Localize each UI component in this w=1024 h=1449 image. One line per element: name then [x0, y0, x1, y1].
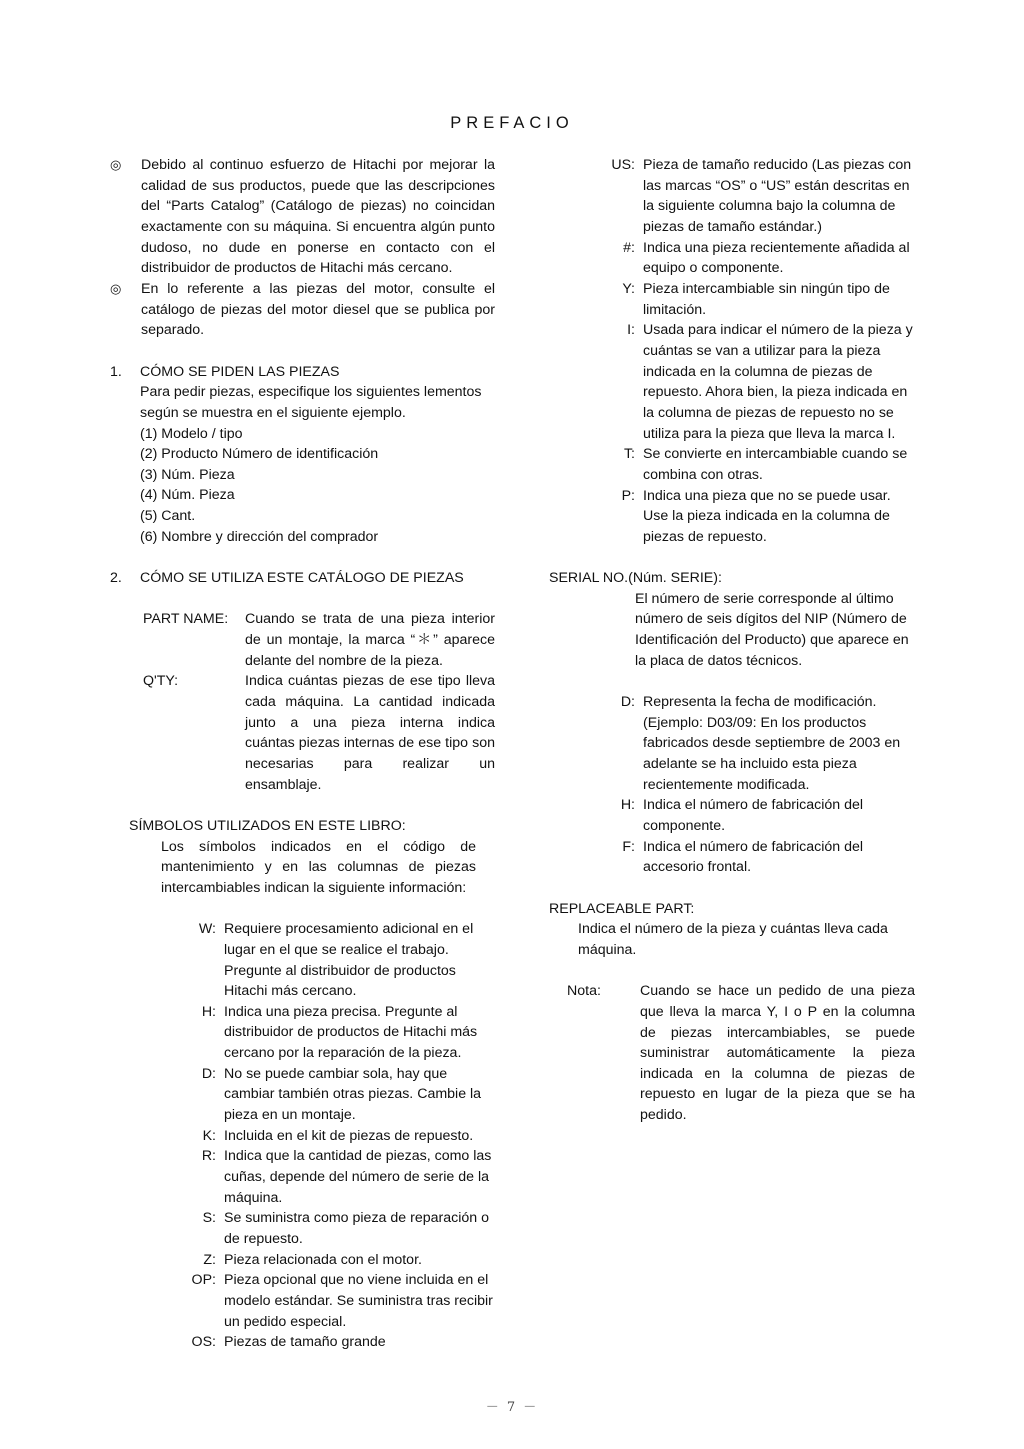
- note-label: Nota:: [567, 983, 601, 1000]
- serial-item-text: Representa la fecha de modificación. (Ejemplo: D03/09: En los productos fabricados desde septiembre de 2003 en adelante se ha incluido esta pieza recientemente modificada.: [643, 694, 901, 793]
- serial-item: [549, 692, 915, 795]
- symbol-key: Y:: [622, 280, 635, 297]
- symbol-key: R:: [201, 1148, 216, 1165]
- qty-text: Indica cuántas piezas de ese tipo lleva cada máquina. La cantidad indicada junto a una pieza interna indica cuántas piezas internas de ese tipo son necesarias para realizar un ensamblaje.: [245, 673, 495, 793]
- serial-item: [549, 795, 915, 836]
- order-item: (3) Núm. Pieza: [140, 466, 235, 483]
- section-heading: [110, 362, 495, 383]
- symbol-item: [549, 320, 915, 444]
- symbol-text: Piezas de tamaño grande: [224, 1334, 386, 1351]
- symbol-key: K:: [202, 1127, 216, 1144]
- symbol-item: [549, 155, 915, 238]
- order-item: (6) Nombre y dirección del comprador: [140, 528, 379, 545]
- symbol-item: [182, 1146, 495, 1208]
- symbol-item: [182, 1270, 495, 1332]
- page-number: － 7 －: [485, 1400, 539, 1415]
- order-item: (1) Modelo / tipo: [140, 425, 243, 442]
- order-item: (5) Cant.: [140, 508, 196, 525]
- symbol-key: I:: [627, 322, 635, 339]
- note-text: Cuando se hace un pedido de una pieza que lleva la marca Y, I o P en la columna de piezas intercambiables, se puede suministrar automáticamente la pieza indicada en la columna de piezas de repuesto en lugar de la pieza que se ha pedido.: [640, 983, 915, 1124]
- bullseye-icon: ◎: [110, 280, 122, 296]
- symbol-key: P:: [621, 487, 635, 504]
- symbol-item: [182, 1064, 495, 1126]
- symbol-key: US:: [611, 157, 635, 173]
- intro-text: Debido al continuo esfuerzo de Hitachi por mejorar la calidad de sus productos, puede que las descripciones del “Parts Catalog” (Catálogo de piezas) no coincidan exactamente con su máquina. Si encuentra algún punto dudoso, no dude en ponerse en contacto con el distribuidor de productos de Hitachi más cercano.: [141, 157, 495, 277]
- symbol-key: #:: [623, 239, 635, 256]
- symbol-item: [182, 1208, 495, 1249]
- intro-text: En lo referente a las piezas del motor, consulte el catálogo de piezas del motor diesel que se publica por separado.: [141, 280, 495, 339]
- section-heading: [110, 568, 495, 589]
- symbol-item: [182, 919, 495, 1002]
- symbol-item: [182, 1126, 495, 1147]
- symbol-key: H:: [201, 1003, 216, 1020]
- symbol-text: Pieza de tamaño reducido (Las piezas con las marcas “OS” o “US” están descritas en la siguiente columna bajo la columna de piezas de tamaño estándar.): [643, 157, 912, 235]
- symbol-text: Pieza relacionada con el motor.: [224, 1251, 422, 1268]
- section-title: CÓMO SE PIDEN LAS PIEZAS: [140, 363, 340, 380]
- intro-paragraph: [110, 279, 495, 341]
- symbol-text: Usada para indicar el número de la pieza y cuántas se van a utilizar para la pieza indicada en la columna de piezas de repuesto. Ahora bien, la pieza indicada en la columna de piezas de repuesto no se utiliza para la pieza que lleva la marca I.: [643, 322, 913, 442]
- section-number: 2.: [110, 570, 122, 587]
- symbol-text: Pieza intercambiable sin ningún tipo de limitación.: [643, 280, 890, 318]
- serial-heading: SERIAL NO.(Núm. SERIE):: [549, 570, 722, 587]
- symbol-text: Indica una pieza que no se puede usar. Use la pieza indicada en la columna de piezas de repuesto.: [643, 487, 891, 545]
- symbol-key: D:: [201, 1065, 216, 1082]
- symbol-item: [549, 486, 915, 548]
- symbol-text: Indica una pieza precisa. Pregunte al distribuidor de productos de Hitachi más cercano por la reparación de la pieza.: [224, 1003, 478, 1062]
- replaceable-heading: REPLACEABLE PART:: [549, 900, 695, 917]
- symbols-intro: Los símbolos indicados en el código de mantenimiento y en las columnas de piezas intercambiables indican la siguiente información:: [161, 838, 476, 896]
- symbol-key: Z:: [203, 1251, 216, 1268]
- bullseye-icon: ◎: [110, 157, 122, 172]
- order-item: (2) Producto Número de identificación: [140, 446, 379, 463]
- symbol-text: Se suministra como pieza de reparación o de repuesto.: [224, 1210, 489, 1248]
- symbol-key: OS:: [191, 1334, 216, 1351]
- symbol-key: W:: [198, 921, 216, 938]
- symbol-text: Se convierte en intercambiable cuando se combina con otras.: [643, 446, 908, 483]
- serial-key: D:: [620, 694, 635, 711]
- part-name-text: Cuando se trata de una pieza interior de un montaje, la marca “＊” aparece delante del nombre de la pieza.: [245, 611, 495, 669]
- page-title: PREFACIO: [450, 114, 574, 132]
- symbol-key: S:: [202, 1210, 216, 1227]
- symbol-text: Pieza opcional que no viene incluida en el modelo estándar. Se suministra tras recibir un pedido especial.: [224, 1272, 493, 1330]
- symbol-item: [549, 279, 915, 320]
- symbol-item: [549, 444, 915, 485]
- serial-item: [549, 837, 915, 878]
- serial-item-text: Indica el número de fabricación del accesorio frontal.: [643, 838, 864, 876]
- symbol-item: [182, 1332, 495, 1353]
- definition-row: [110, 671, 495, 795]
- symbol-text: No se puede cambiar sola, hay que cambiar también otras piezas. Cambie la pieza en un montaje.: [224, 1065, 482, 1124]
- symbols-list: [182, 919, 495, 1353]
- symbol-item: [182, 1250, 495, 1271]
- right-column: [549, 155, 915, 1126]
- symbol-key: T:: [623, 446, 635, 463]
- order-item: (4) Núm. Pieza: [140, 487, 235, 504]
- section-title: CÓMO SE UTILIZA ESTE CATÁLOGO DE PIEZAS: [140, 570, 464, 587]
- qty-label: Q'TY:: [143, 673, 179, 690]
- symbol-text: Indica que la cantidad de piezas, como las cuñas, depende del número de serie de la máquina.: [224, 1148, 492, 1206]
- section-lead: Para pedir piezas, especifique los siguientes lementos según se muestra en el siguiente ejemplo.: [140, 384, 482, 421]
- symbol-text: Requiere procesamiento adicional en el lugar en el que se realice el trabajo. Pregunte al distribuidor de productos Hitachi más cercano.: [224, 921, 474, 1000]
- serial-item-text: Indica el número de fabricación del componente.: [643, 797, 864, 834]
- symbol-key: OP:: [191, 1272, 216, 1289]
- symbol-item: [182, 1002, 495, 1064]
- left-column: [110, 155, 495, 1353]
- note-row: [549, 981, 915, 1126]
- symbol-item: [549, 238, 915, 279]
- symbol-text: Incluida en el kit de piezas de repuesto.: [224, 1127, 474, 1144]
- symbol-text: Indica una pieza recientemente añadida al equipo o componente.: [643, 239, 910, 277]
- symbols-heading: SÍMBOLOS UTILIZADOS EN ESTE LIBRO:: [129, 817, 406, 834]
- serial-key: F:: [622, 838, 635, 855]
- section-number: 1.: [110, 363, 122, 380]
- serial-key: H:: [620, 797, 635, 814]
- replaceable-text: Indica el número de la pieza y cuántas lleva cada máquina.: [578, 921, 888, 958]
- intro-paragraph: [110, 155, 495, 279]
- definition-row: [110, 609, 495, 671]
- serial-text: El número de serie corresponde al último número de seis dígitos del NIP (Número de Identificación del Producto) que aparece en la placa de datos técnicos.: [635, 590, 909, 669]
- part-name-label: PART NAME:: [143, 611, 229, 628]
